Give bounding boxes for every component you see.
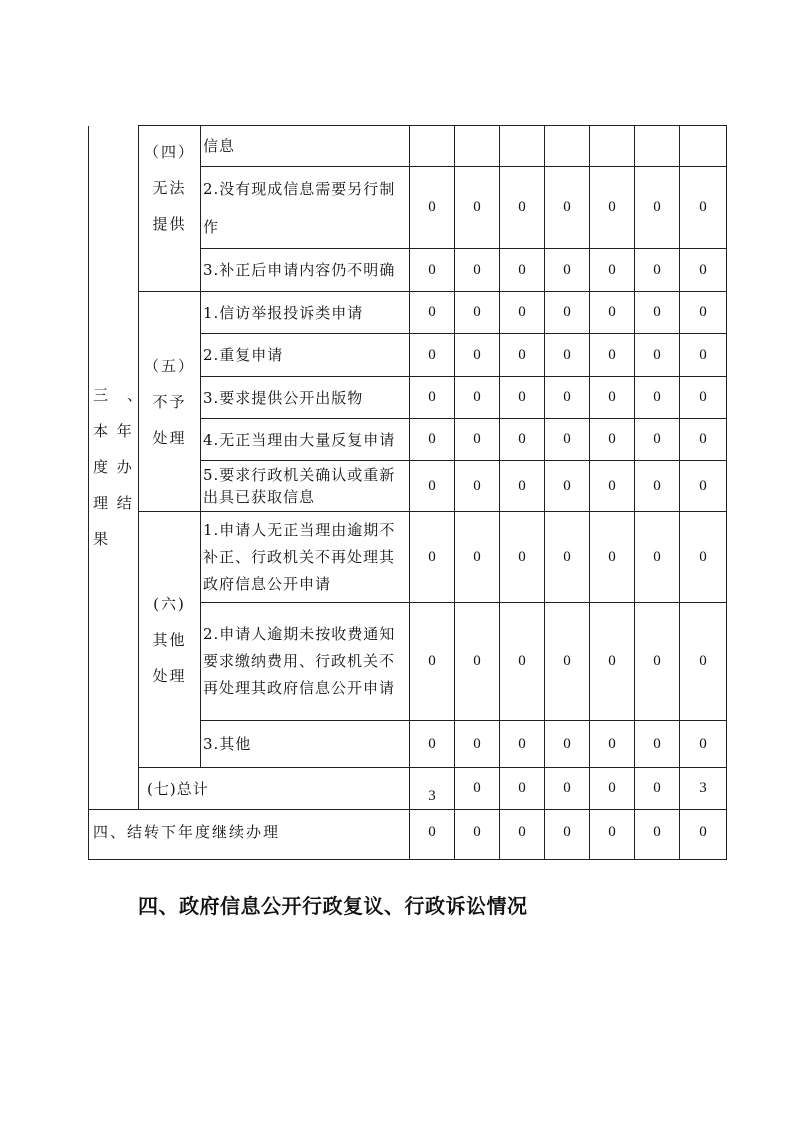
value-cell: 0 xyxy=(545,461,590,512)
value-cell: 0 xyxy=(590,419,635,461)
value-cell: 0 xyxy=(545,377,590,419)
value-cell: 3 xyxy=(410,768,455,810)
value-cell: 0 xyxy=(545,167,590,249)
value-cell xyxy=(410,126,455,167)
value-cell: 0 xyxy=(635,806,680,859)
value-cell: 0 xyxy=(455,249,500,292)
value-cell: 0 xyxy=(455,334,500,377)
row-label: 5.要求行政机关确认或重新出具已获取信息 xyxy=(201,461,410,512)
section3-line: 理 结 xyxy=(93,494,134,513)
value-cell: 0 xyxy=(410,249,455,292)
row-label: 2.申请人逾期未按收费通知要求缴纳费用、行政机关不再处理其政府信息公开申请 xyxy=(201,603,410,721)
value-cell xyxy=(680,126,727,167)
value-cell: 0 xyxy=(500,419,545,461)
value-cell: 0 xyxy=(545,768,590,810)
value-cell xyxy=(455,126,500,167)
value-cell: 0 xyxy=(635,377,680,419)
section3-label-cell xyxy=(89,126,145,810)
value-cell: 0 xyxy=(455,292,500,334)
value-cell: 0 xyxy=(590,249,635,292)
value-cell: 0 xyxy=(545,334,590,377)
value-cell: 0 xyxy=(500,377,545,419)
value-cell: 0 xyxy=(500,461,545,512)
value-cell: 0 xyxy=(590,768,635,810)
value-cell: 0 xyxy=(680,806,727,859)
value-cell: 0 xyxy=(635,249,680,292)
value-cell: 0 xyxy=(545,292,590,334)
group6-line: (六) xyxy=(153,594,186,613)
row-label: 1.申请人无正当理由逾期不补正、行政机关不再处理其政府信息公开申请 xyxy=(201,512,410,603)
value-cell: 0 xyxy=(590,167,635,249)
group5-line: 处理 xyxy=(152,428,187,447)
total-row xyxy=(89,768,727,810)
carryover-row xyxy=(89,806,727,859)
value-cell: 0 xyxy=(545,603,590,721)
value-cell: 0 xyxy=(455,419,500,461)
value-cell: 0 xyxy=(635,461,680,512)
value-cell: 0 xyxy=(590,292,635,334)
value-cell: 0 xyxy=(680,419,727,461)
value-cell xyxy=(500,126,545,167)
value-cell xyxy=(545,126,590,167)
value-cell: 0 xyxy=(680,167,727,249)
group5-label-cell xyxy=(139,292,201,512)
value-cell: 0 xyxy=(500,249,545,292)
value-cell: 0 xyxy=(680,249,727,292)
value-cell: 0 xyxy=(500,292,545,334)
section3-line: 本 年 xyxy=(93,422,134,441)
value-cell: 0 xyxy=(680,292,727,334)
group4-line: （四） xyxy=(143,143,195,161)
value-cell: 0 xyxy=(500,512,545,603)
group6-label-cell xyxy=(139,512,201,768)
group5-line: （五） xyxy=(143,356,195,375)
value-cell: 0 xyxy=(680,603,727,721)
value-cell: 0 xyxy=(680,377,727,419)
value-cell: 0 xyxy=(635,292,680,334)
group5-line: 不予 xyxy=(152,392,187,411)
value-cell: 0 xyxy=(455,167,500,249)
value-cell: 0 xyxy=(545,249,590,292)
value-cell: 0 xyxy=(410,377,455,419)
value-cell: 0 xyxy=(635,768,680,810)
value-cell: 0 xyxy=(635,721,680,768)
results-table xyxy=(88,125,727,810)
row-label: 信息 xyxy=(201,126,410,167)
group4-label-cell xyxy=(139,126,201,292)
group6-line: 处理 xyxy=(152,666,187,685)
section3-line: 果 xyxy=(93,530,111,549)
value-cell: 0 xyxy=(455,721,500,768)
value-cell: 0 xyxy=(635,512,680,603)
row-label: 3.补正后申请内容仍不明确 xyxy=(201,249,410,292)
table-row xyxy=(89,126,727,167)
row-label: 1.信访举报投诉类申请 xyxy=(201,292,410,334)
value-cell: 0 xyxy=(635,419,680,461)
value-cell: 0 xyxy=(545,512,590,603)
value-cell: 0 xyxy=(410,806,455,859)
value-cell: 0 xyxy=(545,419,590,461)
value-cell: 0 xyxy=(590,806,635,859)
row-label: 3.其他 xyxy=(201,721,410,768)
value-cell: 0 xyxy=(410,334,455,377)
value-cell: 0 xyxy=(500,768,545,810)
row-label: 2.没有现成信息需要另行制作 xyxy=(201,167,410,249)
value-cell: 0 xyxy=(590,461,635,512)
carryover-table xyxy=(88,806,727,860)
value-cell: 0 xyxy=(500,334,545,377)
group4-line: 无法 xyxy=(152,179,187,197)
value-cell: 0 xyxy=(455,603,500,721)
table-row xyxy=(89,292,727,334)
value-cell: 0 xyxy=(680,512,727,603)
value-cell: 0 xyxy=(590,377,635,419)
row-label: 4.无正当理由大量反复申请 xyxy=(201,419,410,461)
value-cell: 0 xyxy=(455,768,500,810)
section-heading: 四、政府信息公开行政复议、行政诉讼情况 xyxy=(138,894,528,918)
value-cell: 0 xyxy=(590,512,635,603)
section3-line: 三 、 xyxy=(93,386,145,405)
value-cell: 0 xyxy=(590,603,635,721)
table-row xyxy=(89,512,727,603)
value-cell: 3 xyxy=(680,768,727,810)
value-cell: 0 xyxy=(500,167,545,249)
section3-line: 度 办 xyxy=(93,458,134,477)
value-cell: 0 xyxy=(680,721,727,768)
value-cell: 0 xyxy=(455,512,500,603)
value-cell xyxy=(635,126,680,167)
value-cell: 0 xyxy=(500,721,545,768)
value-cell: 0 xyxy=(410,461,455,512)
value-cell: 0 xyxy=(545,721,590,768)
total-label: (七)总计 xyxy=(139,768,410,810)
value-cell: 0 xyxy=(500,603,545,721)
value-cell: 0 xyxy=(590,334,635,377)
value-cell: 0 xyxy=(545,806,590,859)
group4-line: 提供 xyxy=(152,215,187,233)
value-cell: 0 xyxy=(455,377,500,419)
row-label: 3.要求提供公开出版物 xyxy=(201,377,410,419)
value-cell: 0 xyxy=(410,603,455,721)
value-cell: 0 xyxy=(635,167,680,249)
value-cell xyxy=(590,126,635,167)
value-cell: 0 xyxy=(635,334,680,377)
value-cell: 0 xyxy=(455,461,500,512)
value-cell: 0 xyxy=(590,721,635,768)
value-cell: 0 xyxy=(680,461,727,512)
value-cell: 0 xyxy=(455,806,500,859)
group6-line: 其他 xyxy=(152,630,187,649)
value-cell: 0 xyxy=(410,419,455,461)
value-cell: 0 xyxy=(410,292,455,334)
value-cell: 0 xyxy=(410,721,455,768)
row-label: 2.重复申请 xyxy=(201,334,410,377)
value-cell: 0 xyxy=(410,512,455,603)
value-cell: 0 xyxy=(410,167,455,249)
value-cell: 0 xyxy=(680,334,727,377)
value-cell: 0 xyxy=(500,806,545,859)
value-cell: 0 xyxy=(635,603,680,721)
carryover-label: 四、结转下年度继续办理 xyxy=(89,806,410,859)
